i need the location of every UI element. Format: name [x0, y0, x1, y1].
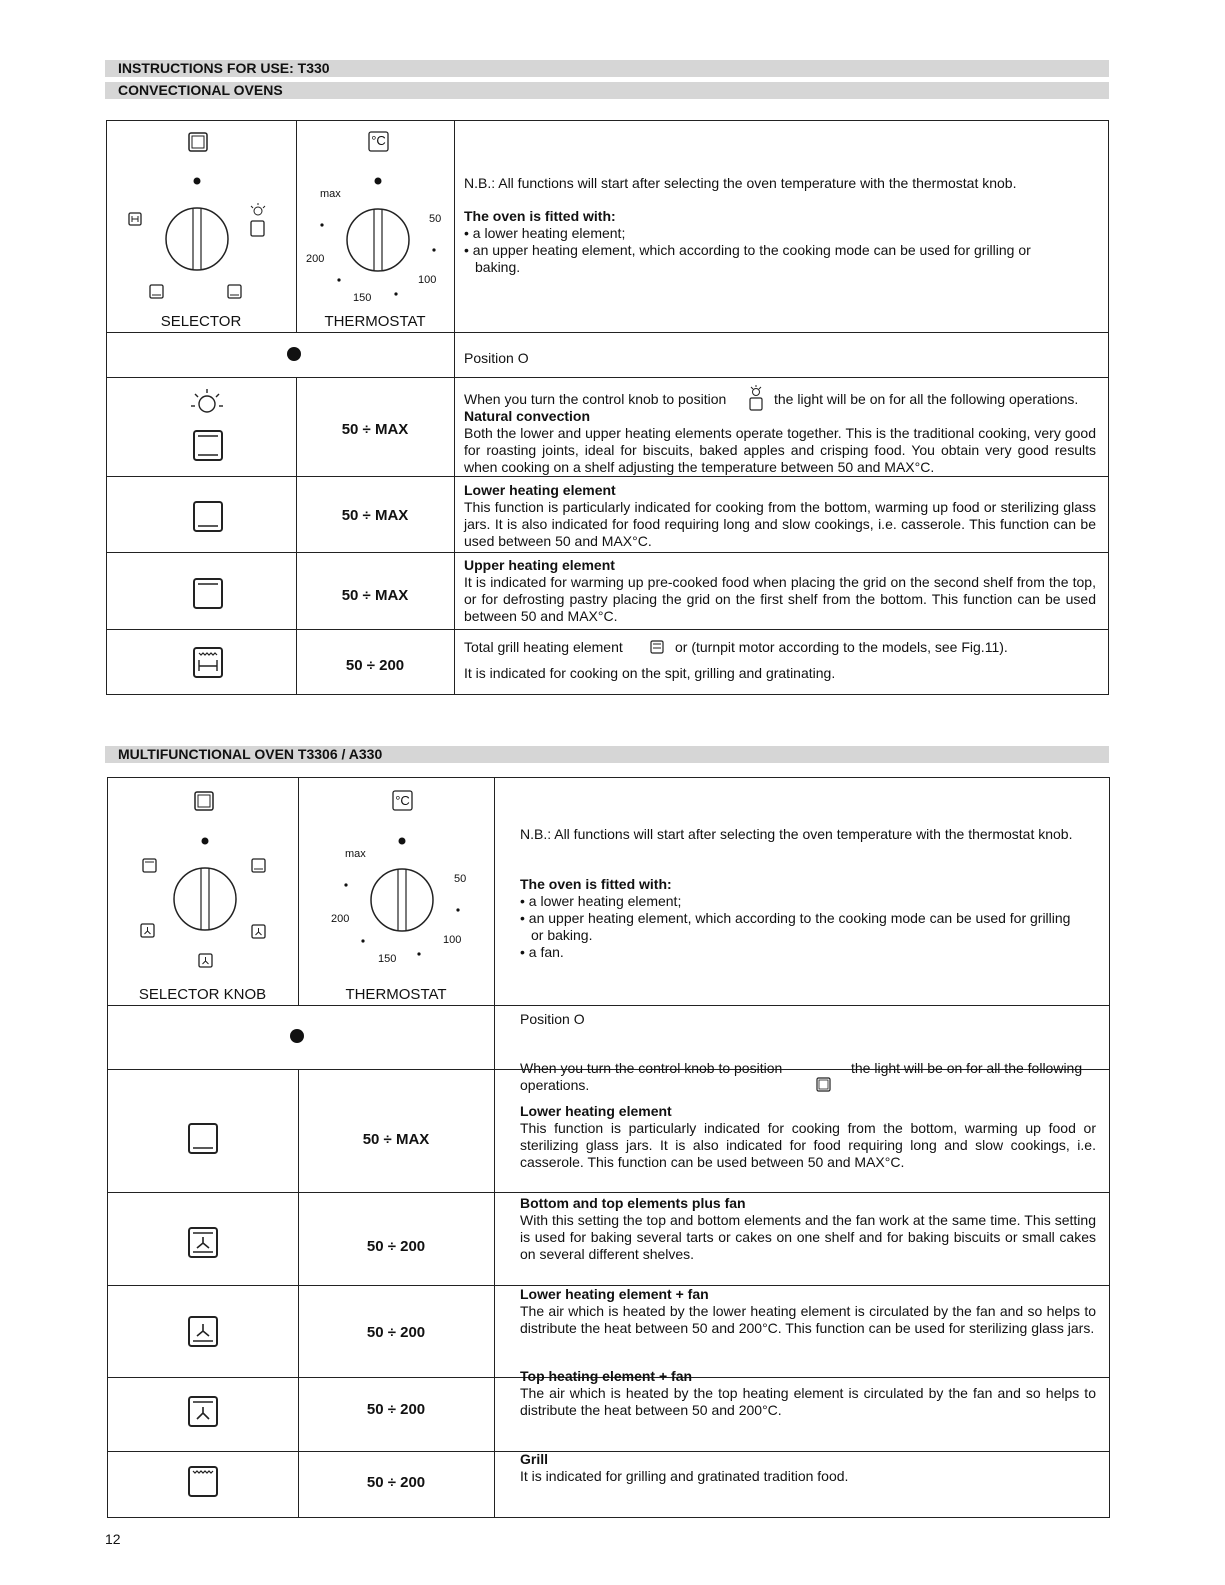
fitted-item: • an upper heating element, which according to the cooking mode can be used for grilling or [464, 242, 1031, 258]
row-title: Bottom and top elements plus fan [520, 1195, 746, 1211]
row-text: This function is particularly indicated for cooking from the bottom, warming up food or sterilizing glass jars. It is also indicated for food requiring long and slow cookings, i.e. casserole. This function can be used between 50 and MAX°C. [464, 499, 1096, 549]
row-line: When you turn the control knob to position [520, 1060, 783, 1076]
position-0-dot [290, 1029, 306, 1045]
dial-100: 100 [418, 274, 437, 286]
section2-title: MULTIFUNCTIONAL OVEN T3306 / A330 [105, 746, 1109, 763]
row-text: Both the lower and upper heating elements operate together. This is the traditional cooking, very good for roasting joints, ideal for biscuits, baked apples and crisping food. You obtain very good results when cooking on a shelf adjusting the temperature between 50 and MAX°C. [464, 425, 1096, 475]
thermostat-label: THERMOSTAT [324, 313, 426, 330]
range-label: 50 ÷ 200 [345, 657, 405, 674]
row-line: or (turnpit motor according to the models, see Fig.11). [675, 639, 1008, 655]
selector-dial-1 [106, 120, 296, 333]
position-0-label: Position O [464, 350, 529, 366]
dial-100: 100 [443, 934, 462, 946]
row-line: Total grill heating element [464, 639, 623, 655]
selector-dial-2 [107, 777, 298, 1005]
row-text: With this setting the top and bottom elements and the fan work at the same time. This setting is used for baking several tarts or cakes on one shelf and for baking biscuits or small cakes on several different shelves. [520, 1212, 1096, 1262]
lamp-small-icon [816, 1077, 832, 1093]
grill-small-icon [650, 640, 665, 655]
position-0-label: Position O [520, 1011, 585, 1027]
thermostat-dial-1 [296, 120, 454, 333]
dial-50: 50 [454, 873, 467, 885]
nb-note: N.B.: All functions will start after selecting the oven temperature with the thermostat knob. [520, 826, 1073, 842]
bottom-heat-icon [190, 500, 226, 534]
range-label: 50 ÷ MAX [362, 1131, 430, 1148]
dial-max: max [345, 848, 366, 860]
row-line: the light will be on for all the following [851, 1060, 1083, 1076]
row-text: It is indicated for cooking on the spit, grilling and gratinating. [464, 665, 836, 681]
selector-knob-label: SELECTOR KNOB [138, 986, 267, 1003]
lamp-icon [749, 384, 765, 412]
range-label: 50 ÷ 200 [366, 1401, 426, 1418]
fitted-item: baking. [475, 259, 521, 275]
grill-spit-icon [190, 646, 226, 680]
row-title: Natural convection [464, 408, 591, 424]
selector-label: SELECTOR [160, 313, 242, 330]
fitted-item: or baking. [531, 927, 593, 943]
fitted-title: The oven is fitted with: [464, 208, 616, 224]
thermostat-label: THERMOSTAT [345, 986, 447, 1003]
page-number: 12 [105, 1531, 121, 1547]
top-fan-icon [185, 1395, 221, 1429]
bottom-fan-icon [185, 1315, 221, 1349]
row-text: The air which is heated by the top heating element is circulated by the fan and so helps to distribute the heat between 50 and 200°C. [520, 1385, 1096, 1418]
row-text: It is indicated for grilling and gratinated tradition food. [520, 1468, 849, 1484]
row-line: the light will be on for all the following operations. [774, 391, 1079, 407]
grill-icon [185, 1465, 221, 1499]
row-title: Lower heating element + fan [520, 1286, 709, 1302]
thermostat-dial-2 [298, 777, 494, 1005]
fitted-title: The oven is fitted with: [520, 876, 672, 892]
celsius-symbol: °C [371, 133, 386, 148]
fitted-item: • a lower heating element; [464, 225, 626, 241]
range-label: 50 ÷ 200 [366, 1238, 426, 1255]
row-text: This function is particularly indicated for cooking from the bottom, warming up food or sterilizing glass jars. It is also indicated for food requiring long and slow cookings, i.e. casserole. This function can be used between 50 and MAX°C. [520, 1120, 1096, 1170]
celsius-symbol: °C [395, 793, 410, 808]
row-text: The air which is heated by the lower heating element is circulated by the fan and so helps to distribute the heat between 50 and 200°C. This function can be used for sterilizing glass jars. [520, 1303, 1096, 1336]
fitted-item: • an upper heating element, which according to the cooking mode can be used for grilling [520, 910, 1071, 926]
bottom-heat-icon [185, 1122, 221, 1156]
nb-note: N.B.: All functions will start after selecting the oven temperature with the thermostat knob. [464, 175, 1017, 191]
fitted-item: • a fan. [520, 944, 564, 960]
range-label: 50 ÷ 200 [366, 1474, 426, 1491]
row-title: Lower heating element [464, 482, 616, 498]
dial-max: max [320, 188, 341, 200]
range-label: 50 ÷ 200 [366, 1324, 426, 1341]
dial-50: 50 [429, 213, 442, 225]
section1-title: INSTRUCTIONS FOR USE: T330 [105, 60, 1109, 77]
row-text: It is indicated for warming up pre-cooked food when placing the grid on the second shelf from the top, or for defrosting pastry placing the grid on the first shelf from the bottom. This function can be used between 50 and MAX°C. [464, 574, 1096, 624]
range-label: 50 ÷ MAX [341, 507, 409, 524]
dial-200: 200 [331, 913, 350, 925]
top-bottom-fan-icon [185, 1226, 221, 1260]
range-label: 50 ÷ MAX [341, 587, 409, 604]
row-title: Grill [520, 1451, 549, 1467]
row-title: Upper heating element [464, 557, 615, 573]
dial-150: 150 [378, 953, 397, 965]
dial-200: 200 [306, 253, 325, 265]
fitted-item: • a lower heating element; [520, 893, 682, 909]
range-label: 50 ÷ MAX [341, 421, 409, 438]
row-line: operations. [520, 1077, 590, 1093]
dial-150: 150 [353, 292, 372, 304]
section1-subtitle: CONVECTIONAL OVENS [105, 82, 1109, 99]
row-title: Lower heating element [520, 1103, 672, 1119]
position-0-dot [287, 347, 303, 363]
row-title: Top heating element + fan [520, 1368, 693, 1384]
lamp-top-bottom-heat-icon [190, 388, 230, 464]
row-line: When you turn the control knob to position [464, 391, 727, 407]
top-heat-icon [190, 577, 226, 611]
